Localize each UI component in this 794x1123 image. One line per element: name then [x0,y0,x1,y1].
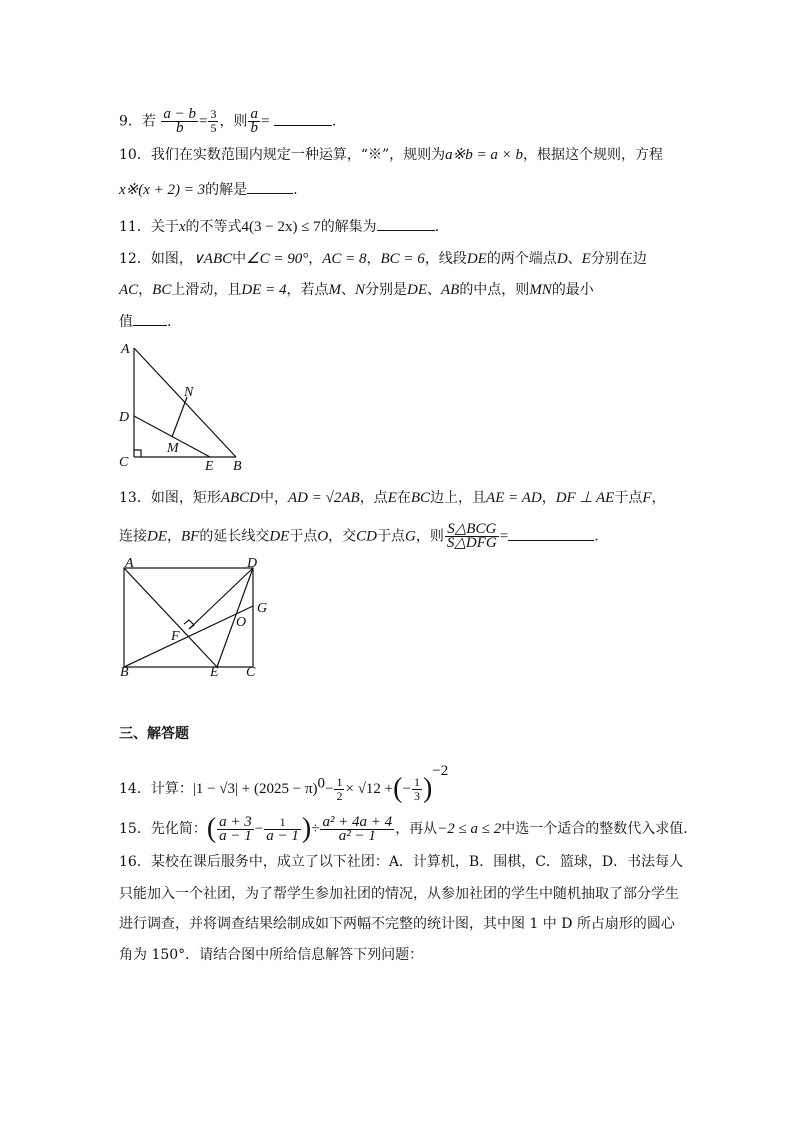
question-12-line-3: 值 . [119,314,172,330]
label-d: D [119,410,130,425]
label-d: D [247,556,258,571]
q10-answer-blank[interactable] [247,181,293,194]
right-angle-mark [184,620,194,629]
segment-de [217,568,253,667]
q14-fraction-half: $\frac{1}{2}$ [336,774,343,803]
label-a: A [125,556,134,571]
figure-12-triangle [110,336,260,476]
question-15: 15．先化简：( $\frac{a + 3}{a - 1}$ − $\frac{1}{a - 1}$ )÷ $\frac{\text{a² + 4a + 4}}{\text{a² − 1}}$ ，再从−2 ≤ a ≤ 2中选一个适合的整数代入求值. [119,813,688,844]
q9-number: 9． [119,113,142,130]
q11-inequality: 4(3 − 2x) ≤ 7 [241,219,321,235]
label-n: N [184,385,194,400]
segment-mn [172,397,187,437]
question-16-line-1: 16．某校在课后服务中，成立了以下社团：A．计算机，B．围棋，C．篮球，D．书法每人 [119,854,684,870]
label-b: B [233,459,242,474]
label-a: A [121,342,130,357]
label-e: E [205,459,214,474]
q13-answer-blank[interactable] [508,528,594,541]
label-g: G [257,601,268,616]
label-c: C [246,665,256,680]
section-heading-3: 三、解答题 [119,726,189,742]
question-9: 9．若 $\frac{a - b}{b}$ = $\frac{3}{5}$ ，则 $\frac{a}{b}$ = . [119,106,337,136]
question-13-line-2: 连接DE，BF的延长线交DE于点O，交CD于点G，则 $\frac{\text{S△BCG}}{\text{S△DFG}}$ = . [119,521,599,551]
segment-ae [124,568,217,667]
label-e: E [210,665,219,680]
label-o: O [236,615,247,630]
q13-area-ratio: $\frac{\text{S△BCG}}{\text{S△DFG}}$ [446,521,497,551]
question-11: 11．关于x的不等式4(3 − 2x) ≤ 7的解集为 . [119,219,440,235]
question-16-line-2: 只能加入一个社团，为了帮学生参加社团的情况，从参加社团的学生中随机抽取了部分学生 [119,886,679,902]
question-12-line-2: AC，BC上滑动，且DE = 4，若点M、N分别是DE、AB的中点，则MN的最小 [119,282,594,298]
q9-answer-blank[interactable] [274,113,332,126]
question-13-line-1: 13．如图，矩形ABCD中，AD = √2AB，点E在BC边上，且AE = AD，DF ⊥ AE于点F， [119,490,666,506]
question-16-line-3: 进行调查，并将调查结果绘制成如下两幅不完整的统计图，其中图 1 中 D 所占扇形的圆心 [119,916,675,932]
q10-equation: x※(x + 2) = 3 [119,182,206,198]
q9-fraction-1: $\frac{a - b}{b}$ [163,106,196,136]
label-f: F [171,629,180,644]
rectangle-abcd [124,568,253,667]
label-c: C [119,455,129,470]
q14-fraction-third: $\frac{1}{3}$ [413,774,420,803]
question-10-line-1: 10．我们在实数范围内规定一种运算，“※”，规则为a※b = a × b，根据这个规则，方程 [119,147,663,163]
q15-fraction-a: $\frac{a + 3}{a - 1}$ [219,813,252,844]
q9-fraction-2: $\frac{3}{5}$ [210,107,217,135]
q15-fraction-b: $\frac{1}{a - 1}$ [266,814,299,844]
q15-fraction-c: $\frac{\text{a² + 4a + 4}}{\text{a² − 1}}$ [322,813,393,844]
figure-13-rectangle [112,554,282,684]
question-12-line-1: 12．如图，∨ABC中∠C = 90°，AC = 8，BC = 6，线段DE的两个端点D、E分别在边 [119,251,647,267]
label-m: M [167,441,179,456]
q10-rule: a※b = a × b [445,147,523,163]
question-10-line-2: x※(x + 2) = 3的解是 . [119,182,298,198]
q11-answer-blank[interactable] [377,218,435,231]
q12-answer-blank[interactable] [133,313,167,326]
question-14: 14．计算：$|1 - √3| + (2025 - \pi)^0-$ $\frac{1}{2}$ × √12 +(− $\frac{1}{3}$ )$^{-2}$ [119,763,449,804]
segment-bg [124,606,253,667]
right-angle-mark [134,450,141,457]
q9-prefix: 若 [141,113,156,130]
label-b: B [120,665,129,680]
question-16-line-4: 角为 150°．请结合图中所给信息解答下列问题： [119,947,424,963]
q9-fraction-3: $\frac{a}{b}$ [250,106,258,136]
